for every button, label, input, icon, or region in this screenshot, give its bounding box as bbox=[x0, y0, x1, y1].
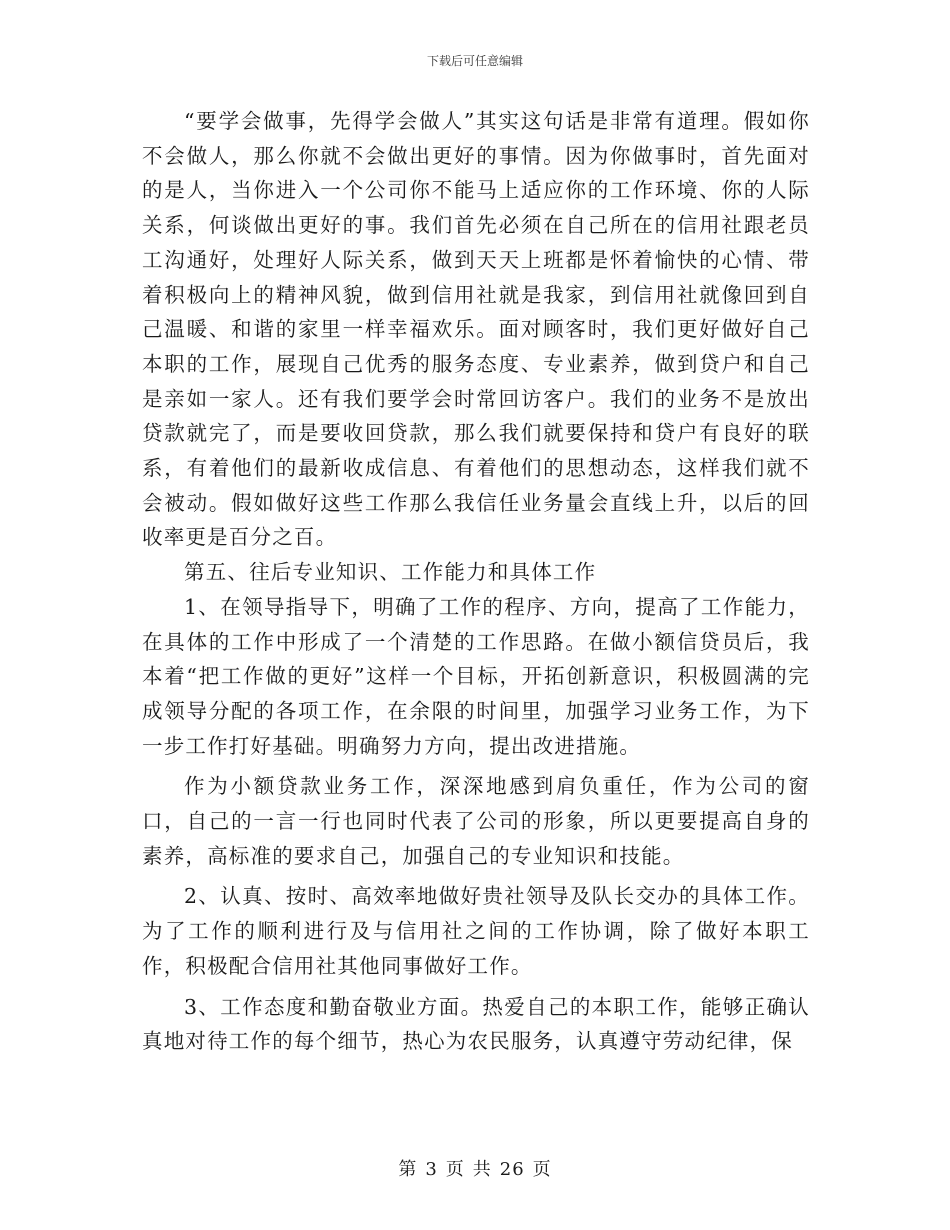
header-note: 下载后可任意编辑 bbox=[426, 54, 523, 68]
footer-prefix: 第 bbox=[398, 1159, 418, 1180]
section-heading: 第五、往后专业知识、工作能力和具体工作 bbox=[184, 560, 597, 585]
footer-suffix: 页 bbox=[532, 1159, 552, 1180]
footer-page-word: 页 bbox=[445, 1159, 465, 1180]
paragraph-4: 2、认真、按时、高效率地做好贵社领导及队长交办的具体工作。为了工作的顺利进行及与信用社之间的工作协调，除了做好本职工作，积极配合信用社其他同事做好工作。 bbox=[142, 884, 810, 978]
paragraph-1: “要学会做事，先得学会做人”其实这句话是非常有道理。假如你不会做人，那么你就不会做出更好的事情。因为你做事时，首先面对的是人，当你进入一个公司你不能马上适应你的工作环境、你的人际关系，何谈做出更好的事。我们首先必须在自己所在的信用社跟老员工沟通好，处理好人际关系，做到天天上班都是怀着愉快的心情、带着积极向上的精神风貌，做到信用社就是我家，到信用社就像回到自己温暖、和谐的家里一样幸福欢乐。面对顾客时，我们更好做好自己本职的工作，展现自己优秀的服务态度、专业素养，做到贷户和自己是亲如一家人。还有我们要学会时常回访客户。我们的业务不是放出贷款就完了，而是要收回贷款，那么我们就要保持和贷户有良好的联系，有着他们的最新收成信息、有着他们的思想动态，这样我们就不会被动。假如做好这些工作那么我信任业务量会直线上升，以后的回收率更是百分之百。 bbox=[142, 109, 810, 550]
footer-total-label: 共 bbox=[472, 1159, 492, 1180]
paragraph-5: 3、工作态度和勤奋敬业方面。热爱自己的本职工作，能够正确认真地对待工作的每个细节，热心为农民服务，认真遵守劳动纪律，保 bbox=[142, 994, 810, 1054]
paragraph-3: 作为小额贷款业务工作，深深地感到肩负重任，作为公司的窗口，自己的一言一行也同时代表了公司的形象，所以更要提高自身的素养，高标准的要求自己，加强自己的专业知识和技能。 bbox=[142, 774, 810, 868]
paragraph-2: 1、在领导指导下，明确了工作的程序、方向，提高了工作能力，在具体的工作中形成了一个清楚的工作思路。在做小额信贷员后，我本着“把工作做的更好”这样一个目标，开拓创新意识，积极圆满的完成领导分配的各项工作，在余限的时间里，加强学习业务工作，为下一步工作打好基础。明确努力方向，提出改进措施。 bbox=[142, 594, 810, 758]
document-body bbox=[142, 104, 810, 1059]
total-pages-number: 26 bbox=[499, 1159, 525, 1180]
page-footer bbox=[0, 1155, 950, 1181]
current-page-number: 3 bbox=[425, 1159, 438, 1180]
